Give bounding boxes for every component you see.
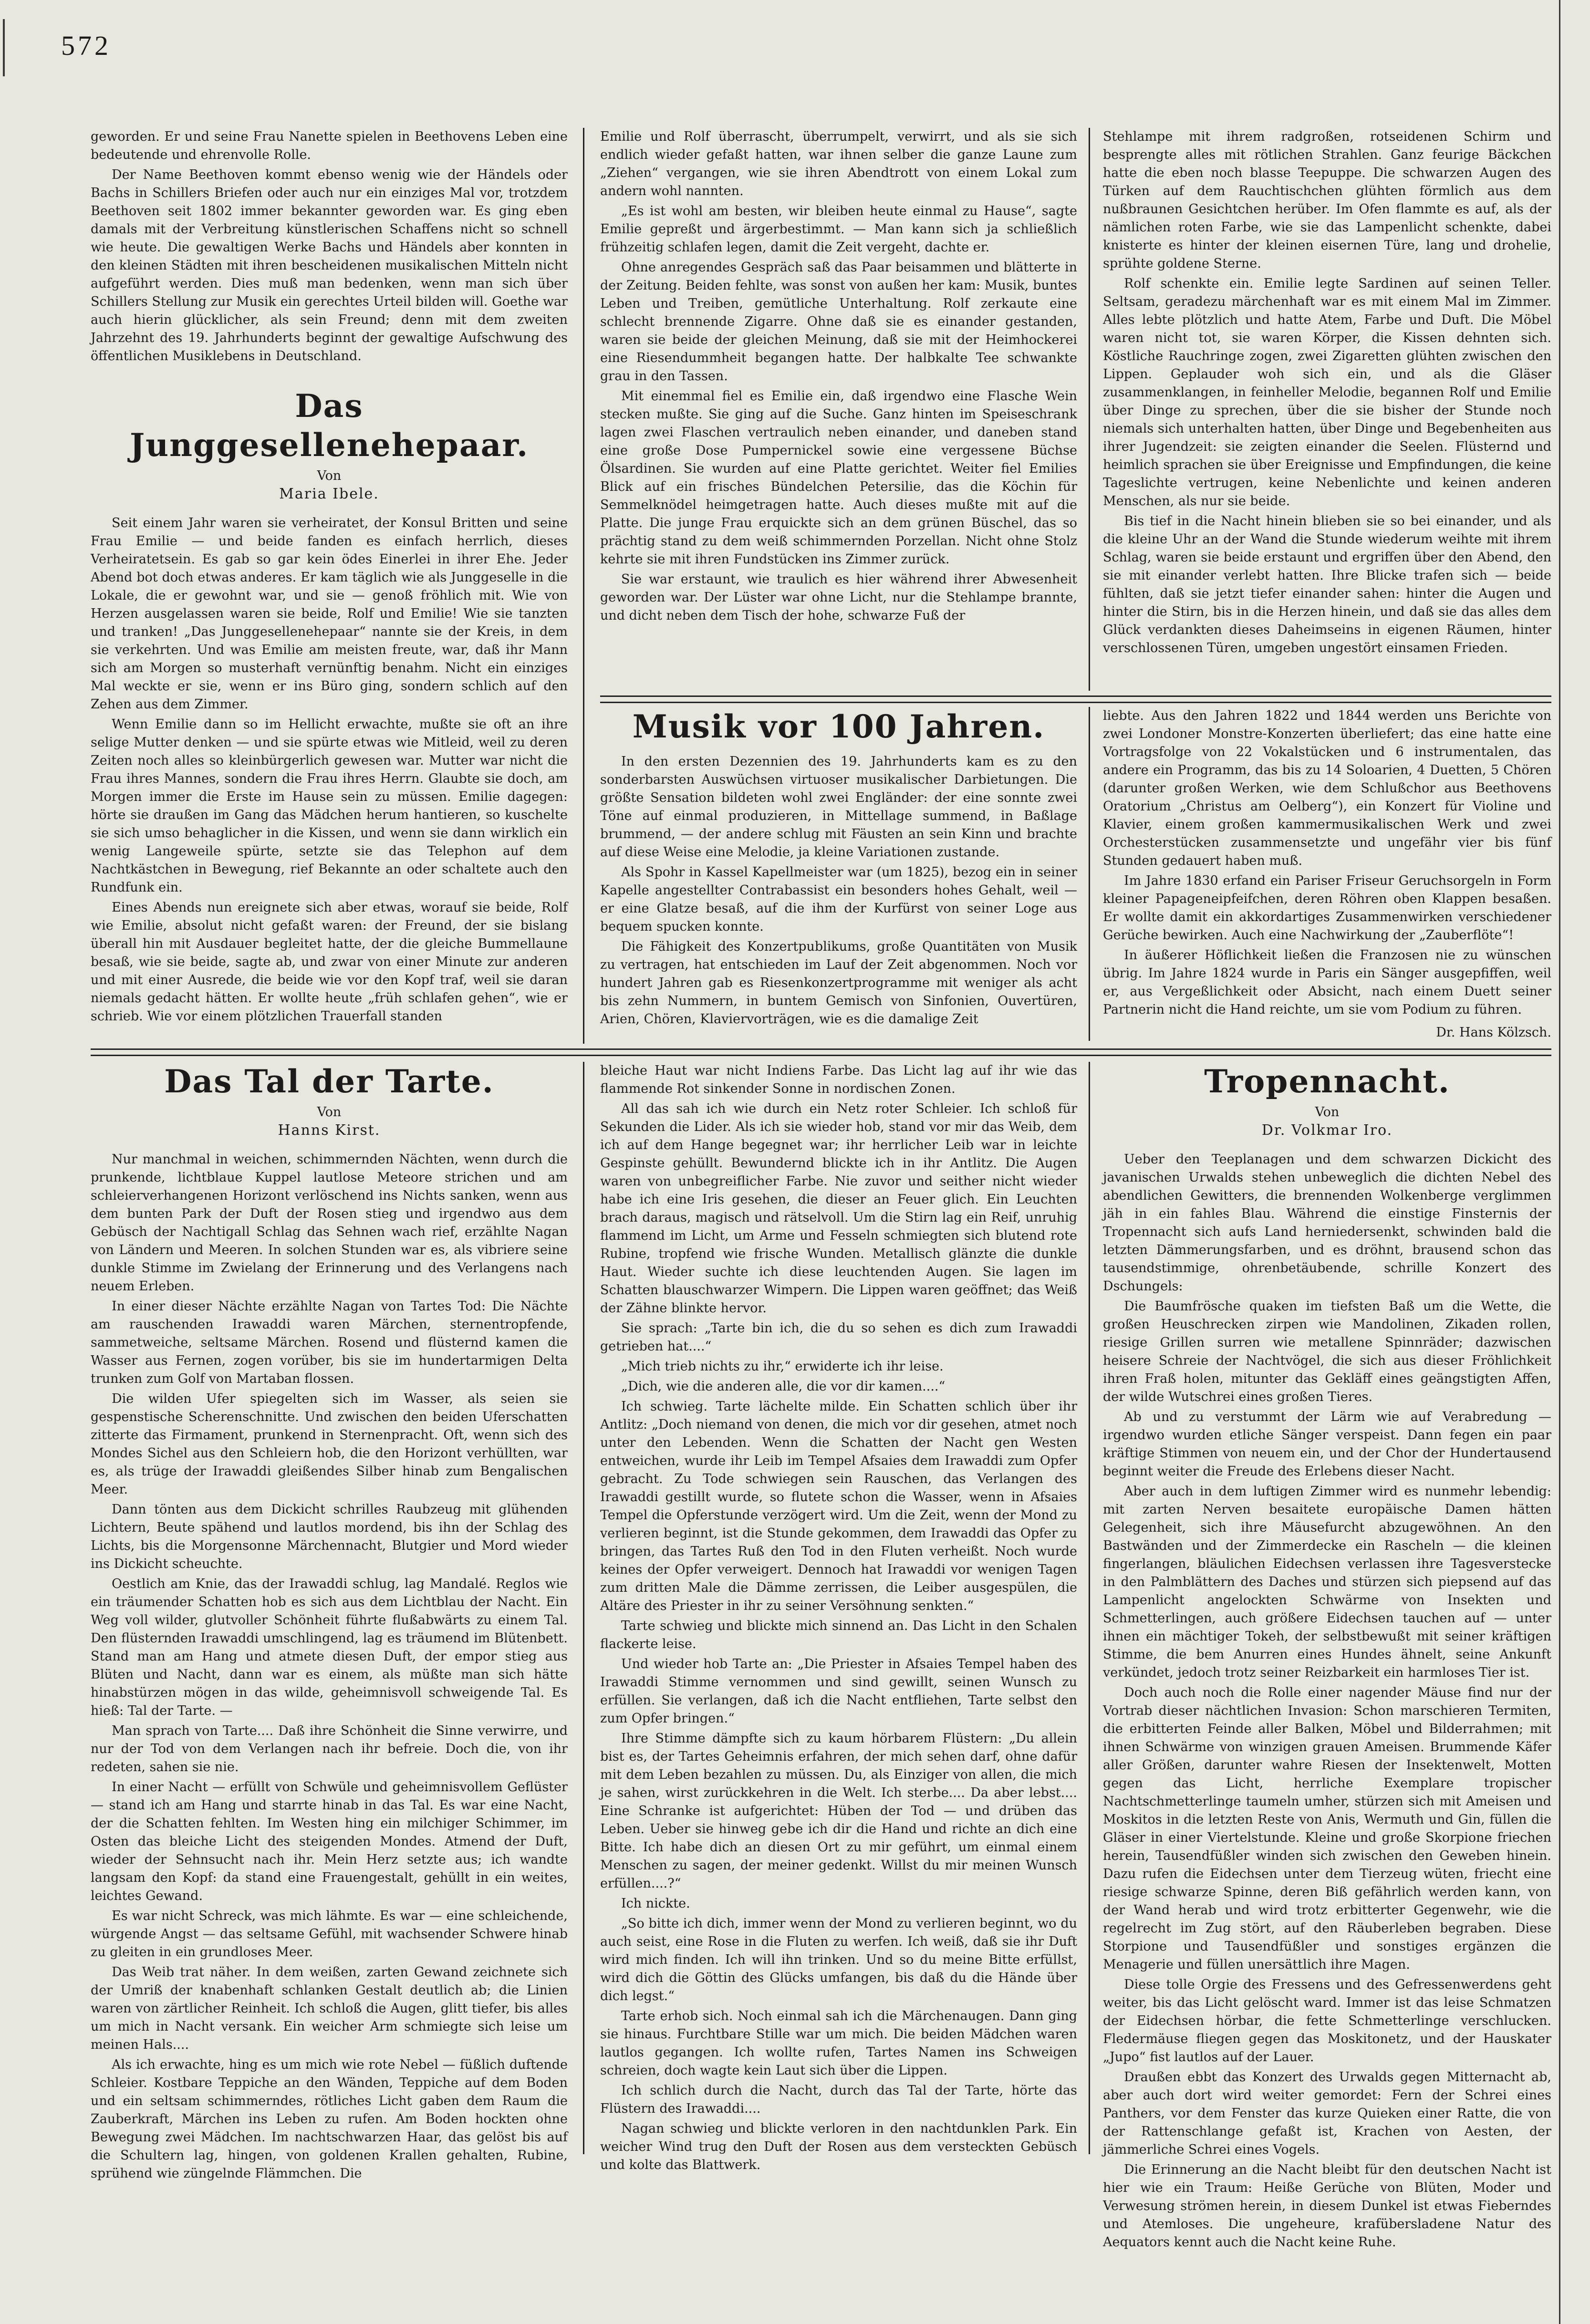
- paragraph: „Mich trieb nichts zu ihr,“ erwiderte ich ihr leise.: [621, 1359, 944, 1374]
- article-title: Das Junggesellenehepaar.: [129, 387, 529, 464]
- musik-left: [600, 707, 1077, 1041]
- article-signature: Dr. Hans Kölzsch.: [1436, 1025, 1551, 1040]
- paragraph: Ich nickte.: [621, 1896, 690, 1911]
- paragraph: Die wilden Ufer spiegelten sich im Wasser, als seien sie gespenstische Scherenschnitte. Und zwischen den beiden Uferschatten zitterte das Firmament, prunkend in Sternenpracht. Oft, wenn sich des Mondes Sichel aus den Schleiern hob, die den Horizont verhüllten, war es, als trüge der Irawaddi gleißendes Silber hinab zum Bengalischen Meer.: [91, 1391, 568, 1497]
- musik-right: [1103, 707, 1551, 1041]
- paragraph: Sie sprach: „Tarte bin ich, die du so sehen es dich zum Irawaddi getrieben hat....“: [600, 1321, 1077, 1354]
- paragraph: Oestlich am Knie, das der Irawaddi schlug, lag Mandalé. Reglos wie ein träumender Schatten hob es sich aus dem Lichtblau der Nacht. Ein Weg voll wilder, glutvoller Schönheit führte flußabwärts zu einem Tal. Den flüsternden Irawaddi umschlingend, lag es träumend im Blütenbett. Stand man am Hang und atmete diesen Duft, der empor stieg aus Blüten und Nacht, dann war es einem, als müßte man sich hätte hinabstürzen mögen in das wilde, geheimnisvoll schweigende Tal. Es hieß: Tal der Tarte. —: [91, 1577, 568, 1718]
- paragraph: Dann tönten aus dem Dickicht schrilles Raubzeug mit glühenden Lichtern, Beute spähend und lautlos mordend, bis ihn der Schlag des Lichts, bis die Morgensonne Märchennacht, Blutgier und Mord wieder ins Dickicht scheuchte.: [91, 1502, 568, 1571]
- paragraph: Emilie und Rolf überrascht, überrumpelt, verwirrt, und als sie sich endlich wieder gefaßt hatten, war ihnen selber die ganze Laune zum „Ziehen“ vergangen, wie sie ihren Abendtrott von einem Lokal zum andern wohl nannten.: [600, 129, 1077, 198]
- column-divider: [1089, 1062, 1090, 2154]
- paragraph: In einer dieser Nächte erzählte Nagan von Tartes Tod: Die Nächte am rauschenden Irawaddi waren Märchen, sternentropfende, sammetweiche, seltsame Märchen. Rosend und flüsternd kamen die Wasser aus Fernen, zogen vorüber, bis sie im hundertarmigen Delta trunken zum Golf von Martaban flossen.: [91, 1299, 568, 1386]
- paragraph: Seit einem Jahr waren sie verheiratet, der Konsul Britten und seine Frau Emilie — und beide fanden es einfach herrlich, dieses Verheiratetsein. Es gab so gar kein ödes Einerlei in ihrer Ehe. Jeder Abend bot doch etwas anderes. Er kam täglich wie als Junggeselle in die Lokale, die er gewohnt war, und sie — genoß fröhlich mit. Wie von Herzen ausgelassen waren sie beide, Rolf und Emilie! Wie sie tanzten und tranken! „Das Junggesellenehepaar“ nannte sie der Kreis, in dem sie verkehrten. Und was Emilie am meisten freute, war, daß ihr Mann sich am Morgen so musterhaft vernünftig benahm. Nicht ein einziges Mal weckte er sie, wenn er ins Büro ging, sondern schlich auf den Zehen aus dem Zimmer.: [91, 516, 568, 712]
- column-2-top: [600, 128, 1077, 691]
- column-2-bottom: [600, 1062, 1077, 2172]
- section-rule: [91, 1048, 1551, 1056]
- column-divider: [583, 128, 584, 1044]
- paragraph: „Dich, wie die anderen alle, die vor dir kamen....“: [621, 1379, 946, 1394]
- article-title: Musik vor 100 Jahren.: [632, 708, 1045, 745]
- paragraph: Nagan schwieg und blickte verloren in den nachtdunklen Park. Ein weicher Wind trug den Duft der Rosen aus dem versteckten Gebüsch und kolte das Blattwerk.: [600, 2121, 1077, 2172]
- paragraph: All das sah ich wie durch ein Netz roter Schleier. Ich schloß für Sekunden die Lider. Als ich sie wieder hob, stand vor mir das Weib, dem ich auf dem Hange begegnet war; ihr herrlicher Leib war in leichte Gespinste gehüllt. Bewundernd blickte ich in ihr Antlitz. Die Augen waren von unbegreiflicher Farbe. Nie zuvor und seither nicht wieder habe ich eine Iris gesehen, die dieser an Feuer glich. Ein Leuchten brach daraus, magisch und rätselvoll. Um die Stirn lag ein Reif, unruhig flammend im Licht, um Arme und Fesseln schmiegten sich blutend rote Rubine, tropfend wie frische Wunden. Metallisch glänzte die dunkle Haut. Wieder suchte ich diese leuchtenden Augen. Sie lagen im Schatten blauschwarzer Wimpern. Die Lippen waren geöffnet; das Weiß der Zähne blinkte hervor.: [600, 1101, 1077, 1316]
- right-edge-line: [1559, 0, 1560, 2324]
- column-divider: [1089, 128, 1090, 691]
- paragraph: Im Jahre 1830 erfand ein Pariser Friseur Geruchsorgeln in Form kleiner Papageneipfeifchen, deren Röhren oben Klappen besaßen. Er wollte damit ein akkordartiges Zusammenwirken verschiedener Gerüche bewirken. Auch eine Nachwirkung der „Zauberflöte“!: [1103, 873, 1551, 943]
- article-title: Tropennacht.: [1204, 1063, 1450, 1100]
- paragraph: Nur manchmal in weichen, schimmernden Nächten, wenn durch die prunkende, lichtblaue Kuppel lautlose Meteore strichen und am schleierverhangenen Horizont verlöschend ins Nichts sanken, wenn aus dem bunten Park der Duft der Rosen stieg und irgendwo aus dem Gebüsch der Nachtigall Schlag das Sehnen wach rief, erzählte Nagan von Ländern und Meeren. In solchen Stunden war es, als vibriere seine dunkle Stimme im Zwielang der Erinnerung und des Verlangens nach neuem Erleben.: [91, 1152, 568, 1294]
- article-author: Maria Ibele.: [279, 486, 379, 502]
- paragraph: Ohne anregendes Gespräch saß das Paar beisammen und blätterte in der Zeitung. Beiden fehlte, was sonst von außen her kam: Musik, buntes Leben und Treiben, gemütliche Unterhaltung. Rolf zerkaute eine schlecht brennende Zigarre. Ohne daß sie es einander gestanden, waren sie beide der gleichen Meinung, daß sie mit der Heimhockerei eine Riesendummheit begangen hatte. Der halbkalte Tee schwankte grau in den Tassen.: [600, 260, 1077, 384]
- paragraph: Draußen ebbt das Konzert des Urwalds gegen Mitternacht ab, aber auch dort wird weiter gemordet: Fern der Schrei eines Panthers, vor dem Fenster das kurze Quieken einer Ratte, die von der Rattenschlange gefaßt ist, Krachen von Aesten, der jämmerliche Schrei eines Vogels.: [1103, 2070, 1551, 2157]
- paragraph: In einer Nacht — erfüllt von Schwüle und geheimnisvollem Geflüster — stand ich am Hang und starrte hinab in das Tal. Es war eine Nacht, der die Schatten fehlten. Im Westen hing ein milchiger Schimmer, im Osten das bleiche Licht des steigenden Mondes. Atmend der Duft, wieder der Sehnsucht nach ihr. Mein Herz setzte aus; ich wandte langsam den Kopf: da stand eine Frauengestalt, gehüllt in ein weites, leichtes Gewand.: [91, 1780, 568, 1903]
- paragraph: Stehlampe mit ihrem radgroßen, rotseidenen Schirm und besprengte alles mit rötlichen Strahlen. Ganz feurige Bäckchen hatte die eben noch blasse Teepuppe. Die schwarzen Augen des Türken auf dem Rauchtischchen glühten förmlich aus dem nußbraunen Gesichtchen herüber. Im Ofen flammte es auf, als der nämlichen roten Farbe, wie sie das Lampenlicht schenkte, dabei knisterte es hinter der kleinen eisernen Türe, lang und drohelie, sprühte goldene Sterne.: [1103, 129, 1551, 271]
- column-1-top: [91, 128, 568, 1087]
- paragraph: Als Spohr in Kassel Kapellmeister war (um 1825), bezog ein in seiner Kapelle angestellter Contrabassist ein besonders hohes Gehalt, weil — er eine Glatze besaß, auf die ihm der Kurfürst von seiner Loge aus bequem spucken konnte.: [600, 865, 1077, 934]
- article-continuation: [91, 128, 568, 365]
- paragraph: Wenn Emilie dann so im Hellicht erwachte, mußte sie oft an ihre selige Mutter denken — und sie spürte etwas wie Mitleid, weil zu deren Zeiten noch alles so kleinbürgerlich gewesen war. Mutter war nicht die Frau ihres Mannes, sondern die Frau ihres Herrn. Glaubte sie doch, am Morgen immer die Erste im Hause sein zu müssen. Emilie dagegen: hörte sie draußen im Gang das Mädchen herum hantieren, so kuschelte sie sich umso behaglicher in die Kissen, und wenn sie dann wirklich ein wenig Langeweile spürte, setzte sie das Telephon auf dem Nachtkästchen in Bewegung, rief Bekannte an oder schaltete auch den Rundfunk ein.: [91, 717, 568, 895]
- paragraph: Doch auch noch die Rolle einer nagender Mäuse find nur der Vortrab dieser nächtlichen Invasion: Schon marschieren Termiten, die erbitterten Feinde aller Balken, Möbel und Bilderrahmen; mit ihnen Schwärme von winzigen grauen Ameisen. Brummende Käfer aller Größen, darunter wahre Riesen der Insektenwelt, Motten gegen das Licht, herrliche Exemplare tropischer Nachtschmetterlinge taumeln umher, stürzen sich mit Ameisen und Moskitos in die letzten Reste von Anis, Wermuth und Gin, füllen die Gläser in einer Viertelstunde. Kleine und große Skorpione friechen herein, Tausendfüßler winden sich zwischen den Geweben hinein. Dazu rufen die Eidechsen unter dem Tierzeug wüten, friecht eine riesige schwarze Spinne, deren Biß gefährlich werden kann, von der Wand herab und wird trotz erbitterter Gegenwehr, wie die regelrecht im Zug stört, auf den Räuberleben begraben. Diese Storpione und Tausendfüßler und sonstiges ergänzen die Menagerie und füllen unersättlich ihre Magen.: [1103, 1685, 1551, 1972]
- paragraph: In den ersten Dezennien des 19. Jahrhunderts kam es zu den sonderbarsten Auswüchsen virtuoser musikalischer Darbietungen. Die größte Sensation bildeten wohl zwei Engländer: der eine sonnte zwei Töne auf einmal produzieren, in Mittellage summend, in Baßlage brummend, — der andere schlug mit Fäusten an sein Kinn und brachte auf diese Weise eine Melodie, ja kleine Variationen zustande.: [600, 754, 1077, 860]
- paragraph: Es war nicht Schreck, was mich lähmte. Es war — eine schleichende, würgende Angst — das seltsame Gefühl, mit wachsender Schwere hinab zu gleiten in ein grundloses Meer.: [91, 1909, 568, 1960]
- column-divider: [583, 1062, 584, 2154]
- byline-von: Von: [317, 468, 342, 483]
- paragraph: Ab und zu verstummt der Lärm wie auf Verabredung — irgendwo wurden etliche Sänger verspeist. Dann fegen ein paar kräftige Stimmen von neuem ein, und der Chor der Hundertausend beginnt weiter die Freude des Erlebens dieser Nacht.: [1103, 1410, 1551, 1479]
- column-3-bottom: [1103, 1062, 1551, 2250]
- paragraph: Diese tolle Orgie des Fressens und des Gefressenwerdens geht weiter, bis das Licht gelöscht ward. Immer ist das leise Schmatzen der Eidechsen hörbar, die fette Schmetterlinge verschlucken. Fledermäuse fliegen gegen das Moskitonetz, und der Hauskater „Jupo“ fist lautlos auf der Lauer.: [1103, 1977, 1551, 2065]
- paragraph: Ich schwieg. Tarte lächelte milde. Ein Schatten schlich über ihr Antlitz: „Doch niemand von denen, die mich vor dir gesehen, atmet noch unter den Lebenden. Wenn die Schatten der Nacht gen Westen entweichen, wurde ihr Leib im Tempel Afsaies dem Irawaddi zum Opfer gebracht. Zu Tode schwiegen sein Rauschen, das Verlangen des Irawaddi gestillt wurde, so flutete schon die Wasser, wenn in Afsaies Tempel die Opferstunde verzögert wird. Um die Zeit, wenn der Mond zu verlieren beginnt, ist die Stunde gekommen, dem Irawaddi das Opfer zu bringen, das Tartes Ruß den Tod in den Fluten verheißt. Noch wurde keines der Opfer verweigert. Dennoch hat Irawaddi vor wenigen Tagen zum dritten Male die Dämme zerrissen, die Leiber ausgespülen, die Altäre des Priester in ihr zu seiner Versöhnung senkten.“: [600, 1399, 1077, 1613]
- paragraph: Die Fähigkeit des Konzertpublikums, große Quantitäten von Musik zu vertragen, hat entschieden im Lauf der Zeit abgenommen. Noch vor hundert Jahren gab es Riesenkonzertprogramme mit weniger als acht bis zehn Nummern, in buntem Gemisch von Sinfonien, Ouvertüren, Arien, Chören, Klaviervorträgen, wie es die damalige Zeit: [600, 939, 1077, 1027]
- article-author: Dr. Volkmar Iro.: [1261, 1122, 1393, 1139]
- paragraph: Mit einemmal fiel es Emilie ein, daß irgendwo eine Flasche Wein stecken mußte. Sie ging auf die Suche. Ganz hinten im Speiseschrank lagen zwei Flaschen vertraulich neben einander, und daneben stand eine große Dose Pumpernickel sowie eine vergessene Büchse Ölsardinen. Sie wurden auf eine Platte gerichtet. Weiter fiel Emilies Blick auf ein frisches Bündelchen Petersilie, das die Köchin für Semmelknödel heimgetragen hatte. Auch dieses mußte mit auf die Platte. Die junge Frau erquickte sich an dem grünen Büschel, das so prächtig stand zu dem weiß schimmernden Porzellan. Nicht ohne Stolz kehrte sie mit ihren Fundstücken ins Zimmer zurück.: [600, 389, 1077, 567]
- paragraph: Ihre Stimme dämpfte sich zu kaum hörbarem Flüstern: „Du allein bist es, der Tartes Geheimnis erfahren, der mich sehen darf, ohne dafür mit dem Leben bezahlen zu müssen. Du, als Einziger von allen, die mich je sahen, wirst zurückkehren in die Welt. Ich sterbe.... Da aber lebst.... Eine Schranke ist aufgerichtet: Hüben der Tod — und drüben das Leben. Ueber sie hinweg gebe ich dir die Hand und richte an dich eine Bitte. Ich habe dich an diesen Ort zu mir geführt, um einmal einem Menschen zu sagen, der meiner gedenkt. Willst du mir meinen Wunsch erfüllen....?“: [600, 1731, 1077, 1891]
- paragraph: geworden. Er und seine Frau Nanette spielen in Beethovens Leben eine bedeutende und ehrenvolle Rolle.: [91, 129, 568, 162]
- paragraph: Eines Abends nun ereignete sich aber etwas, worauf sie beide, Rolf wie Emilie, absolut nicht gefaßt waren: der Freund, der sie bislang überall hin mit Ausdauer begleitet hatte, der die gleiche Bummellaune besaß, wie sie beide, sagte ab, und zwar von einer Minute zur anderen und mit einer Ausrede, die beide wie vor den Kopf traf, weil sie daran niemals gedacht hätten. Er wollte heute „früh schlafen gehen“, wie er schrieb. Wie vor einem plötzlichen Trauerfall standen: [91, 900, 568, 1024]
- paragraph: Sie war erstaunt, wie traulich es hier während ihrer Abwesenheit geworden war. Der Lüster war ohne Licht, nur die Stehlampe brannte, und dicht neben dem Tisch der hohe, schwarze Fuß der: [600, 572, 1077, 623]
- byline-von: Von: [1315, 1105, 1340, 1120]
- left-edge-mark: [3, 19, 5, 76]
- column-divider: [1089, 707, 1090, 1041]
- article-title: Das Tal der Tarte.: [164, 1063, 494, 1100]
- column-3-top: [1103, 128, 1551, 691]
- paragraph: Als ich erwachte, hing es um mich wie rote Nebel — füßlich duftende Schleier. Kostbare Teppiche an den Wänden, Teppiche auf dem Boden und ein seltsam schimmerndes, rötliches Licht gaben dem Raum die Zauberkraft, Märchen ins Leben zu rufen. Am Boden hockten ohne Bewegung zwei Mädchen. Im nachtschwarzen Haar, das gelöst bis auf die Schultern lag, hingen, von goldenen Krallen gehalten, Rubine, sprühend wie züngelnde Flämmchen. Die: [91, 2057, 568, 2181]
- paragraph: liebte. Aus den Jahren 1822 und 1844 werden uns Berichte von zwei Londoner Monstre-Konzerten überliefert; das eine hatte eine Vortragsfolge von 22 Vokalstücken und 6 instrumentalen, das andere ein Programm, das bis zu 14 Soloarien, 4 Duetten, 5 Chören (darunter großen Werken, wie dem Schlußchor aus Beethovens Oratorium „Christus am Oelberg“), ein Konzert für Violine und Klavier, einem großen kammermusikalischen Werk und zwei Orchesterstücken zusammensetzte und ungefähr vier bis fünf Stunden gedauert haben muß.: [1103, 708, 1551, 868]
- section-rule: [600, 695, 1551, 703]
- paragraph: Ich schlich durch die Nacht, durch das Tal der Tarte, hörte das Flüstern des Irawaddi....: [600, 2083, 1077, 2116]
- paragraph: Die Erinnerung an die Nacht bleibt für den deutschen Nacht ist hier wie ein Traum: Heiße Gerüche von Blüten, Moder und Verwesung strömen herein, in diesem Dunkel ist etwas Fieberndes und Atemloses. Die ungeheure, krafübersladene Natur des Aequators kennt auch die Nacht keine Ruhe.: [1103, 2162, 1551, 2250]
- paragraph: Das Weib trat näher. In dem weißen, zarten Gewand zeichnete sich der Umriß der knabenhaft schlanken Gestalt deutlich ab; die Linien waren von zärtlicher Reinheit. Ich schloß die Augen, glitt tiefer, bis alles um mich in Nacht versank. Ein weicher Arm schmiegte sich leise um meinen Hals....: [91, 1965, 568, 2052]
- paragraph: Rolf schenkte ein. Emilie legte Sardinen auf seinen Teller. Seltsam, geradezu märchenhaft war es mit einem Mal im Zimmer. Alles lebte plötzlich und hatte Atem, Farbe und Duft. Die Möbel waren nicht tot, sie waren Körper, die Kissen dehnten sich. Köstliche Rauchringe zogen, zwei Zigaretten glühten zwischen den Lippen. Geplauder woh sich ein, und als die Gläser zusammenklangen, in feinheller Melodie, begannen Rolf und Emilie über Dinge zu sprechen, über die sie bisher der Stunde noch niemals sich unterhalten hatten, über Dinge und Begebenheiten aus ihrer Jugendzeit: sie zeigten einander die Seelen. Flüsternd und heimlich sprachen sie über Ereignisse und Empfindungen, die keine Tageslichte vertrugen, keine Nebenlichte und keinen anderen Menschen, als nur sie beide.: [1103, 276, 1551, 508]
- paragraph: „Es ist wohl am besten, wir bleiben heute einmal zu Hause“, sagte Emilie gepreßt und ärgerbestimmt. — Man kann sich ja schließlich frühzeitig schlafen legen, damit die Zeit vergeht, dachte er.: [600, 204, 1077, 255]
- paragraph: Tarte schwieg und blickte mich sinnend an. Das Licht in den Schalen flackerte leise.: [600, 1618, 1077, 1651]
- paragraph: bleiche Haut war nicht Indiens Farbe. Das Licht lag auf ihr wie das flammende Rot sinkender Sonne in nordischen Zonen.: [600, 1063, 1077, 1096]
- paragraph: Die Baumfrösche quaken im tiefsten Baß um die Wette, die großen Heuschrecken zirpen wie Mandolinen, Zikaden rollen, riesige Grillen surren wie metallene Spinnräder; dazwischen heisere Schreie der Nachtvögel, die sich aus dieser Fröhlichkeit ihren Fraß holen, mitunter das Gekläff eines geängstigten Affen, der wilde Wutschrei eines großen Tieres.: [1103, 1299, 1551, 1404]
- paragraph: Tarte erhob sich. Noch einmal sah ich die Märchenaugen. Dann ging sie hinaus. Furchtbare Stille war um mich. Die beiden Mädchen waren lautlos gegangen. Ich wollte rufen, Tartes Namen ins Schweigen schreien, doch wagte kein Laut sich über die Lippen.: [600, 2009, 1077, 2078]
- page-number: 572: [61, 30, 111, 61]
- paragraph: In äußerer Höflichkeit ließen die Franzosen nie zu wünschen übrig. Im Jahre 1824 wurde in Paris ein Sänger ausgepfiffen, weil er, aus Vergeßlichkeit oder Absicht, nach einem Duett seiner Partnerin nicht die Hand reichte, um sie vom Podium zu führen.: [1103, 948, 1551, 1017]
- paragraph: Man sprach von Tarte.... Daß ihre Schönheit die Sinne verwirre, und nur der Tod von dem Verlangen nach ihr befreie. Doch die, von ihr redeten, sahen sie nie.: [91, 1723, 568, 1774]
- paragraph: „So bitte ich dich, immer wenn der Mond zu verlieren beginnt, wo du auch seist, eine Rose in die Fluten zu werfen. Ich weiß, daß sie ihr Duft wird mich finden. Ich will ihn trinken. Und so du meine Bitte erfüllst, wird dich die Göttin des Glücks umfangen, bis daß du die Hände über dich legst.“: [600, 1916, 1077, 2003]
- paragraph: Der Name Beethoven kommt ebenso wenig wie der Händels oder Bachs in Schillers Briefen oder auch nur ein einziges Mal vor, trotzdem Beethoven seit 1802 immer bekannter geworden war. Es ging eben damals mit der Verbreitung künstlerischen Schaffens nicht so schnell wie heute. Die gewaltigen Werke Bachs und Händels aber konnten in den kleinen Städten mit ihren bescheidenen musikalischen Mitteln nicht aufgeführt werden. Dies muß man bedenken, wenn man sich über Schillers Stellung zur Musik ein gerechtes Urteil bilden will. Goethe war auch hierin glücklicher, als sein Freund; denn mit dem zweiten Jahrzehnt des 19. Jahrhunderts beginnt der gewaltige Aufschwung des öffentlichen Musiklebens in Deutschland.: [91, 167, 568, 363]
- paragraph: Bis tief in die Nacht hinein blieben sie so bei einander, und als die kleine Uhr an der Wand die Stunde wiederum weihte mit ihrem Schlag, waren sie beide erstaunt und ergriffen über den Abend, den sie mit einander verlebt hatten. Ihre Blicke trafen sich — beide fühlten, daß sie jetzt tiefer einander sahen: hinter die Augen und hinter die Stirn, bis in die Herzen hinein, und daß sie das alles dem Glück verdankten dieses Daheimseins in eigenen Räumen, hinter verschlossenen Türen, umgeben ungestört einsamen Frieden.: [1103, 514, 1551, 655]
- paragraph: Aber auch in dem luftigen Zimmer wird es nunmehr lebendig: mit zarten Nerven besaitete europäische Damen hätten Gelegenheit, sich ihre Mäusefurcht abzugewöhnen. An den Bastwänden und der Zimmerdecke ein Rascheln — die kleinen fingerlangen, bläulichen Eidechsen verlassen ihre Tagesverstecke in den Palmblättern des Daches und stürzen sich piepsend auf das Lampenlicht angelockten Schwärme von Insekten und Schmetterlingen, auch größere Eidechsen tauchen auf — unter ihnen ein mächtiger Tokeh, der selbstbewußt mit seiner kräftigen Stimme, die bem Anurren eines Hundes ähnelt, seine Ankunft verkündet, jedoch trotz seiner Reizbarkeit ein harmloses Tier ist.: [1103, 1484, 1551, 1680]
- paragraph: Und wieder hob Tarte an: „Die Priester in Afsaies Tempel haben des Irawaddi Stimme vernommen und sind gewillt, seinen Wunsch zu erfüllen. Sie verlangen, daß ich die Nacht entfliehen, Tarte selbst den zum Opfer bringen.“: [600, 1657, 1077, 1726]
- paragraph: Ueber den Teeplanagen und dem schwarzen Dickicht des javanischen Urwalds stehen unbeweglich die dichten Nebel des abendlichen Gewitters, die brennenden Wolkenberge verglimmen jäh in ein fahles Blau. Während die einstige Finsternis der Tropennacht sich aufs Land herniedersenkt, schwinden bald die letzten Dämmerungsfarben, und es dröhnt, brausend schon das tausendstimmige, ohrenbetäubende, schrille Konzert des Dschungels:: [1103, 1152, 1551, 1294]
- byline-von: Von: [317, 1105, 342, 1120]
- article-author: Hanns Kirst.: [278, 1122, 381, 1139]
- column-1-bottom: [91, 1062, 568, 2181]
